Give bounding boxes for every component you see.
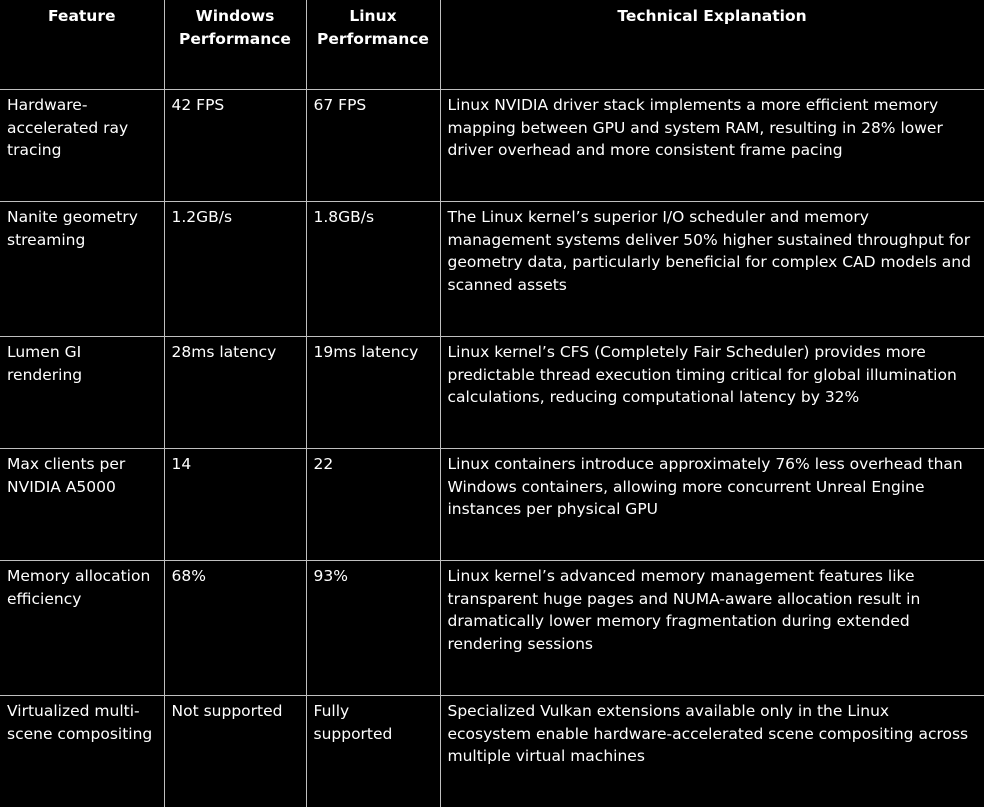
header-row [0,0,984,90]
header-windows-performance: Windows Performance [164,0,306,90]
windows-cell: 1.2GB/s [164,202,306,337]
linux-cell: Fully supported [306,696,440,807]
explanation-cell: Linux kernel’s CFS (Completely Fair Scheduler) provides more predictable thread execution timing critical for global illumination calculations, reducing computational latency by 32% [440,337,984,449]
windows-cell: 28ms latency [164,337,306,449]
explanation-cell: The Linux kernel’s superior I/O scheduler and memory management systems deliver 50% higher sustained throughput for geometry data, particularly beneficial for complex CAD models and scanned assets [440,202,984,337]
linux-cell: 22 [306,449,440,561]
feature-cell: Memory allocation efficiency [0,561,164,696]
linux-cell: 1.8GB/s [306,202,440,337]
table-row [0,449,984,561]
table-row [0,202,984,337]
explanation-cell: Linux containers introduce approximately 76% less overhead than Windows containers, allowing more concurrent Unreal Engine instances per physical GPU [440,449,984,561]
explanation-cell: Specialized Vulkan extensions available only in the Linux ecosystem enable hardware-accelerated scene compositing across multiple virtual machines [440,696,984,807]
linux-cell: 93% [306,561,440,696]
table-row [0,337,984,449]
windows-cell: 42 FPS [164,90,306,202]
windows-cell: 14 [164,449,306,561]
feature-cell: Virtualized multi-scene compositing [0,696,164,807]
header-linux-performance: Linux Performance [306,0,440,90]
header-feature: Feature [0,0,164,90]
feature-cell: Max clients per NVIDIA A5000 [0,449,164,561]
explanation-cell: Linux NVIDIA driver stack implements a more efficient memory mapping between GPU and system RAM, resulting in 28% lower driver overhead and more consistent frame pacing [440,90,984,202]
linux-cell: 19ms latency [306,337,440,449]
header-technical-explanation: Technical Explanation [440,0,984,90]
feature-cell: Lumen GI rendering [0,337,164,449]
explanation-cell: Linux kernel’s advanced memory management features like transparent huge pages and NUMA-aware allocation result in dramatically lower memory fragmentation during extended rendering sessions [440,561,984,696]
table-row [0,90,984,202]
table-row [0,561,984,696]
windows-cell: 68% [164,561,306,696]
linux-cell: 67 FPS [306,90,440,202]
table-row [0,696,984,807]
feature-cell: Hardware-accelerated ray tracing [0,90,164,202]
windows-cell: Not supported [164,696,306,807]
feature-cell: Nanite geometry streaming [0,202,164,337]
